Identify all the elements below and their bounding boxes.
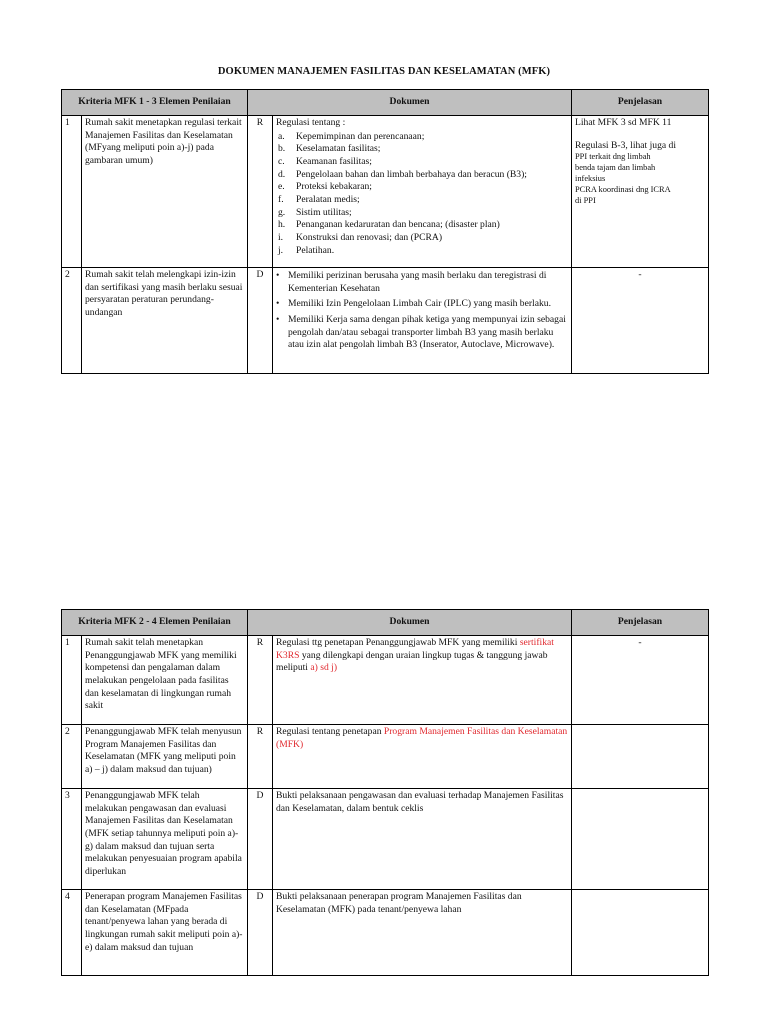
table-header-row	[62, 90, 709, 116]
explanation-cell	[572, 116, 709, 268]
row-number: 2	[62, 725, 82, 789]
regulation-list	[276, 131, 568, 258]
list-item: b. Keselamatan fasilitas;	[278, 143, 381, 155]
table-row	[62, 725, 709, 789]
table-row	[62, 268, 709, 374]
note-text: PPI terkait dng limbah	[575, 152, 651, 162]
note-text: di PPI	[575, 196, 596, 205]
list-item: j. Pelatihan.	[278, 244, 335, 256]
criteria-cell: Rumah sakit telah menetapkan Penanggungjawab MFK yang memiliki kompetensi dan pengalaman dalam melakukan pengelolaan pada fasilitas dan keselamatan di lingkungan rumah sakit	[82, 636, 248, 725]
criteria-header: Kriteria MFK 1 - 3 Elemen Penilaian	[62, 90, 248, 116]
highlight-text: Program Manajemen Fasilitas dan Keselamatan (MFK)	[276, 726, 568, 750]
explanation-header: Penjelasan	[572, 610, 709, 636]
document-type: D	[248, 789, 273, 890]
document-title: DOKUMEN MANAJEMEN FASILITAS DAN KESELAMATAN (MFK)	[217, 66, 551, 77]
criteria-cell: Rumah sakit telah melengkapi izin-izin dan sertifikasi yang masih berlaku sesuai persyaratan peraturan perundang-undangan	[82, 268, 248, 374]
criteria-cell: Rumah sakit menetapkan regulasi terkait Manajemen Fasilitas dan Keselamatan (MFyang meliputi poin a)-j) pada gambaran umum)	[82, 116, 248, 268]
list-item: c. Keamanan fasilitas;	[278, 155, 372, 167]
row-number: 1	[62, 116, 82, 268]
row-number: 2	[62, 268, 82, 374]
explanation-cell	[572, 789, 709, 890]
list-item: d. Pengelolaan bahan dan limbah berbahaya dan beracun (B3);	[278, 168, 527, 180]
list-item: g. Sistim utilitas;	[278, 206, 352, 218]
highlight-text: a) sd j)	[307, 662, 338, 674]
criteria-cell: Penanggungjawab MFK telah melakukan pengawasan dan evaluasi Manajemen Fasilitas dan Keselamatan (MFK setiap tahunnya meliputi poin a)-g) dalam maksud dan tujuan serta melakukan penyesuaian program apabila diperlukan	[82, 789, 248, 890]
document-type: R	[248, 116, 273, 268]
explanation-cell	[572, 725, 709, 789]
document-cell: Regulasi tentang penetapan Program Manajemen Fasilitas dan Keselamatan (MFK)	[273, 725, 572, 789]
document-intro: Regulasi tentang :	[276, 117, 346, 128]
explanation-cell: -	[572, 268, 709, 374]
table-row	[62, 890, 709, 976]
table-row	[62, 789, 709, 890]
document-header: Dokumen	[248, 90, 572, 116]
table-header-row	[62, 610, 709, 636]
row-number: 3	[62, 789, 82, 890]
row-number: 4	[62, 890, 82, 976]
note-text: PCRA koordinasi dng ICRA	[575, 185, 671, 195]
explanation-cell	[572, 890, 709, 976]
list-item: i. Konstruksi dan renovasi; dan (PCRA)	[278, 231, 443, 243]
requirement-list	[276, 270, 568, 352]
list-item: h. Penanganan kedaruratan dan bencana; (disaster plan)	[278, 219, 500, 231]
note-text: benda tajam dan limbah	[575, 163, 656, 173]
list-item: • Memiliki perizinan berusaha yang masih berlaku dan teregistrasi di Kementerian Kesehatan	[276, 270, 547, 294]
note-text: Lihat MFK 3 sd MFK 11	[575, 117, 672, 128]
explanation-header: Penjelasan	[572, 90, 709, 116]
document-type: R	[248, 725, 273, 789]
document-cell	[273, 116, 572, 268]
table-row	[62, 116, 709, 268]
document-cell: Bukti pelaksanaan penerapan program Manajemen Fasilitas dan Keselamatan (MFK) pada tenant/penyewa lahan	[273, 890, 572, 976]
document-cell: Regulasi ttg penetapan Penanggungjawab MFK yang memiliki sertifikat K3RS yang dilengkapi dengan uraian lingkup tugas & tanggung jawab meliputi a) sd j)	[273, 636, 572, 725]
note-text: Regulasi B-3, lihat juga di	[575, 139, 677, 151]
document-header: Dokumen	[248, 610, 572, 636]
list-item: f. Peralatan medis;	[278, 193, 360, 205]
table-row	[62, 636, 709, 725]
document-cell: Bukti pelaksanaan pengawasan dan evaluasi terhadap Manajemen Fasilitas dan Keselamatan, dalam bentuk ceklis	[273, 789, 572, 890]
list-item: • Memiliki Kerja sama dengan pihak ketiga yang mempunyai izin sebagai pengolah dan/atau sebagai transporter limbah B3 yang masih berlaku atau izin alat pengolah limbah B3 (Inserator, Autoclave, Microwave).	[276, 313, 566, 351]
list-item: a. Kepemimpinan dan perencanaan;	[278, 130, 425, 142]
criteria-header: Kriteria MFK 2 - 4 Elemen Penilaian	[62, 610, 248, 636]
mfk2-table	[61, 609, 709, 976]
explanation-cell: -	[572, 636, 709, 725]
document-cell	[273, 268, 572, 374]
document-type: D	[248, 268, 273, 374]
highlight-text: sertifikat K3RS	[276, 637, 554, 661]
criteria-cell: Penerapan program Manajemen Fasilitas dan Keselamatan (MFpada tenant/penyewa lahan yang berada di lingkungan rumah sakit meliputi poin a)-e) dalam maksud dan tujuan	[82, 890, 248, 976]
document-type: R	[248, 636, 273, 725]
list-item: • Memiliki Izin Pengelolaan Limbah Cair (IPLC) yang masih berlaku.	[276, 298, 551, 310]
list-item: e. Proteksi kebakaran;	[278, 181, 372, 193]
row-number: 1	[62, 636, 82, 725]
document-type: D	[248, 890, 273, 976]
criteria-cell: Penanggungjawab MFK telah menyusun Program Manajemen Fasilitas dan Keselamatan (MFK yang meliputi poin a) – j) dalam maksud dan tujuan)	[82, 725, 248, 789]
note-text: infeksius	[575, 174, 606, 184]
mfk1-table	[61, 89, 709, 374]
